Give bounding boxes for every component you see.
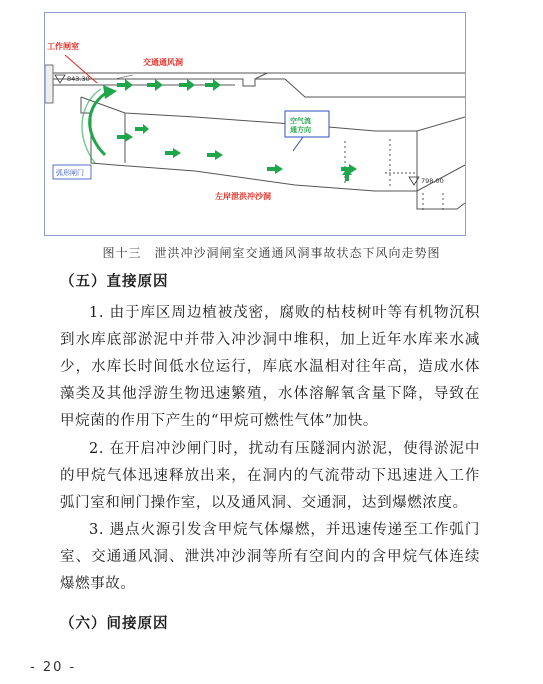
tunnel-airflow-figure bbox=[44, 12, 466, 236]
label-traffic-tunnel: 交通通风洞 bbox=[143, 58, 183, 67]
section-title-indirect-cause: （六）间接原因 bbox=[60, 615, 169, 632]
label-left-bank-tunnel: 左岸泄洪冲沙洞 bbox=[215, 192, 271, 201]
label-elevation-top: 843.30 bbox=[67, 75, 90, 83]
label-arc-gate: 弧形闸门 bbox=[56, 169, 84, 177]
label-elevation-bottom: 798.00 bbox=[421, 177, 444, 185]
section-title-direct-cause: （五）直接原因 bbox=[60, 273, 169, 290]
paragraph-2: 2. 在开启冲沙闸门时，扰动有压隧洞内淤泥，使得淤泥中的甲烷气体迅速释放出来，在洞内的气流带动下迅速进入工作弧门室和闸门操作室，以及通风洞、交通洞，达到爆燃浓度。 bbox=[60, 441, 480, 511]
label-air-flow: 空气流通方向 bbox=[290, 117, 311, 134]
tunnel-diagram bbox=[45, 13, 465, 235]
paragraph-1: 1. 由于库区周边植被茂密，腐败的枯枝树叶等有机物沉积到水库底部淤泥中并带入冲沙洞中堆积，加上近年水库来水减少，水库长时间低水位运行，库底水温相对往年高，造成水体藻类及其他浮游生物迅速繁殖，水体溶解氧含量下降，导致在甲烷菌的作用下产生的“甲烷可燃性气体”加快。 bbox=[60, 305, 480, 429]
label-work-room: 工作闸室 bbox=[47, 42, 79, 51]
paragraph-3: 3. 遇点火源引发含甲烷气体爆燃，并迅速传递至工作弧门室、交通通风洞、泄洪冲沙洞等所有空间内的含甲烷气体连续爆燃事故。 bbox=[60, 522, 480, 592]
figure-caption: 图十三 泄洪冲沙洞闸室交通通风洞事故状态下风向走势图 bbox=[102, 246, 441, 260]
page-number: - 20 - bbox=[30, 660, 77, 675]
